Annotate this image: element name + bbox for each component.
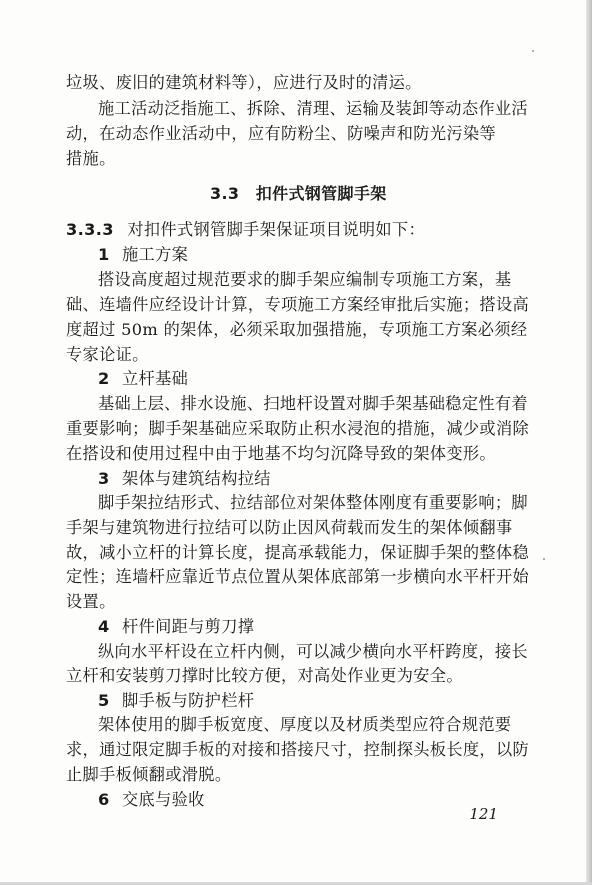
body-text-line: 专家论证。 [66,345,149,364]
body-text-line: 基础上层、排水设施、扫地杆设置对脚手架基础稳定性有着 [98,394,528,413]
item-number: 3 [98,469,110,488]
item-title: 施工方案 [122,245,189,264]
body-text-line: 在搭设和使用过程中由于地基不均匀沉降导致的架体变形。 [66,444,496,463]
clause-text: 对扣件式钢管脚手架保证项目说明如下： [127,220,426,239]
scan-speck [532,50,534,52]
item-number: 4 [98,617,110,636]
body-text-line: 手架与建筑物进行拉结可以防止因风荷载而发生的架体倾翻事 [66,518,513,537]
clause-line [66,218,425,242]
section-heading: 3.3 扣件式钢管脚手架 [210,184,387,203]
clause-number: 3.3.3 [66,220,114,239]
body-text-line: 故，减小立杆的计算长度，提高承载能力，保证脚手架的整体稳 [66,543,530,562]
item-title: 交底与验收 [122,790,205,809]
page-edge-shadow [586,0,592,885]
body-text-line: 立杆和安装剪刀撑时比较方便，对高处作业更为安全。 [66,666,463,685]
body-text-line: 架体使用的脚手板宽度、厚度以及材质类型应符合规范要 [98,715,512,734]
body-text-line: 脚手架拉结形式、拉结部位对架体整体刚度有重要影响；脚 [98,493,528,512]
body-text-line: 重要影响；脚手架基础应采取防止积水浸泡的措施，减少或消除 [66,419,530,438]
item-title: 立杆基础 [122,369,189,388]
body-text-line: 求，通过限定脚手板的对接和搭接尺寸，控制探头板长度，以防 [66,740,530,759]
item-heading [98,367,188,391]
body-text-line: 定性；连墙杆应靠近节点位置从架体底部第一步横向水平杆开始 [66,567,530,586]
page-number: 121 [469,805,498,823]
body-text-line: 度超过 50m 的架体，必须采取加强措施，专项施工方案必须经 [66,320,528,339]
item-number: 5 [98,691,110,710]
item-heading [98,615,254,639]
item-number: 1 [98,245,110,264]
scan-speck [543,558,545,560]
item-heading [98,788,205,812]
item-number: 2 [98,369,110,388]
body-text-line: 纵向水平杆设在立杆内侧，可以减少横向水平杆跨度，接长 [98,642,528,661]
item-title: 杆件间距与剪刀撑 [122,617,255,636]
item-title: 架体与建筑结构拉结 [122,469,271,488]
body-text-line: 础、连墙件应经设计计算，专项施工方案经审批后实施；搭设高 [66,295,530,314]
item-number: 6 [98,790,110,809]
body-text-line: 搭设高度超过规范要求的脚手架应编制专项施工方案，基 [98,270,512,289]
body-text-line: 施工活动泛指施工、拆除、清理、运输及装卸等动态作业活 [98,99,528,118]
body-text-line: 动，在动态作业活动中，应有防粉尘、防噪声和防光污染等 [66,124,496,143]
item-heading [98,243,188,267]
item-heading [98,467,271,491]
item-heading [98,689,254,713]
body-text-line: 设置。 [66,592,116,611]
item-title: 脚手板与防护栏杆 [122,691,255,710]
body-text-line: 措施。 [66,149,116,168]
body-text-line: 垃圾、废旧的建筑材料等），应进行及时的清运。 [66,73,422,92]
body-text-line: 止脚手板倾翻或滑脱。 [66,765,232,784]
